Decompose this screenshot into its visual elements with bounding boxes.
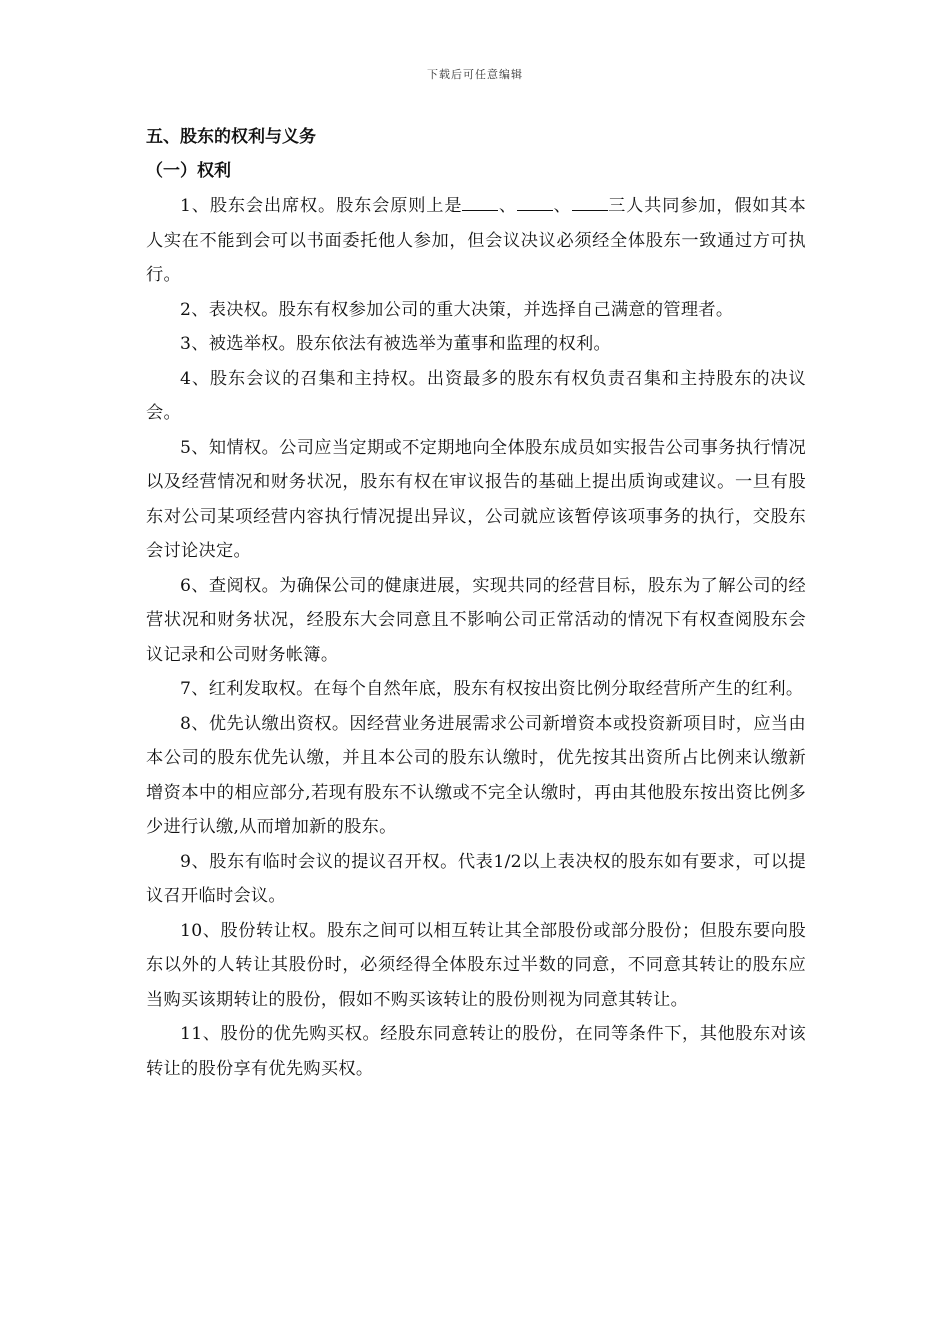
fill-blank <box>517 192 553 211</box>
rights-item-1 <box>146 189 806 293</box>
subsection-title: （一）权利 <box>146 161 231 181</box>
rights-item-2: 2、表决权。股东有权参加公司的重大决策，并选择自己满意的管理者。 <box>180 299 734 320</box>
item-text: 1、股东会出席权。股东会原则上是 <box>180 196 463 216</box>
rights-item-7: 7、红利发取权。在每个自然年底，股东有权按出资比例分取经营所产生的红利。 <box>180 679 804 699</box>
item-text: 三人共同参加，假如其本人实在不能到会可以书面委托他人参加，但会议决议必须经全体股东一致通过方可执行。 <box>146 196 806 285</box>
separator: 、 <box>498 196 517 216</box>
page-header-note: 下载后可任意编辑 <box>427 68 523 81</box>
fill-blank <box>572 192 608 211</box>
fill-blank <box>462 192 498 211</box>
rights-item-11: 11、股份的优先购买权。经股东同意转让的股份，在同等条件下，其他股东对该转让的股份享有优先购买权。 <box>146 1024 806 1079</box>
rights-item-9: 9、股东有临时会议的提议召开权。代表1/2以上表决权的股东如有要求，可以提议召开临时会议。 <box>146 851 806 906</box>
separator: 、 <box>552 196 572 216</box>
document-body <box>146 120 806 1086</box>
rights-item-8: 8、优先认缴出资权。因经营业务进展需求公司新增资本或投资新项目时，应当由本公司的股东优先认缴，并且本公司的股东认缴时，优先按其出资所占比例来认缴新增资本中的相应部分,若现有股东不认缴或不完全认缴时，再由其他股东按出资比例多少进行认缴,从而增加新的股东。 <box>146 713 806 837</box>
rights-item-4: 4、股东会议的召集和主持权。出资最多的股东有权负责召集和主持股东的决议会。 <box>146 368 806 423</box>
rights-item-5: 5、知情权。公司应当定期或不定期地向全体股东成员如实报告公司事务执行情况以及经营情况和财务状况，股东有权在审议报告的基础上提出质询或建议。一旦有股东对公司某项经营内容执行情况提出异议，公司就应该暂停该项事务的执行，交股东会讨论决定。 <box>146 437 806 561</box>
rights-item-10: 10、股份转让权。股东之间可以相互转让其全部股份或部分股份；但股东要向股东以外的人转让其股份时，必须经得全体股东过半数的同意，不同意其转让的股东应当购买该期转让的股份，假如不购买该转让的股份则视为同意其转让。 <box>146 920 806 1010</box>
section-title: 五、股东的权利与义务 <box>146 127 316 147</box>
rights-item-3: 3、被选举权。股东依法有被选举为董事和监理的权利。 <box>180 334 611 354</box>
rights-item-6: 6、查阅权。为确保公司的健康进展，实现共同的经营目标，股东为了解公司的经营状况和财务状况，经股东大会同意且不影响公司正常活动的情况下有权查阅股东会议记录和公司财务帐簿。 <box>146 575 806 665</box>
